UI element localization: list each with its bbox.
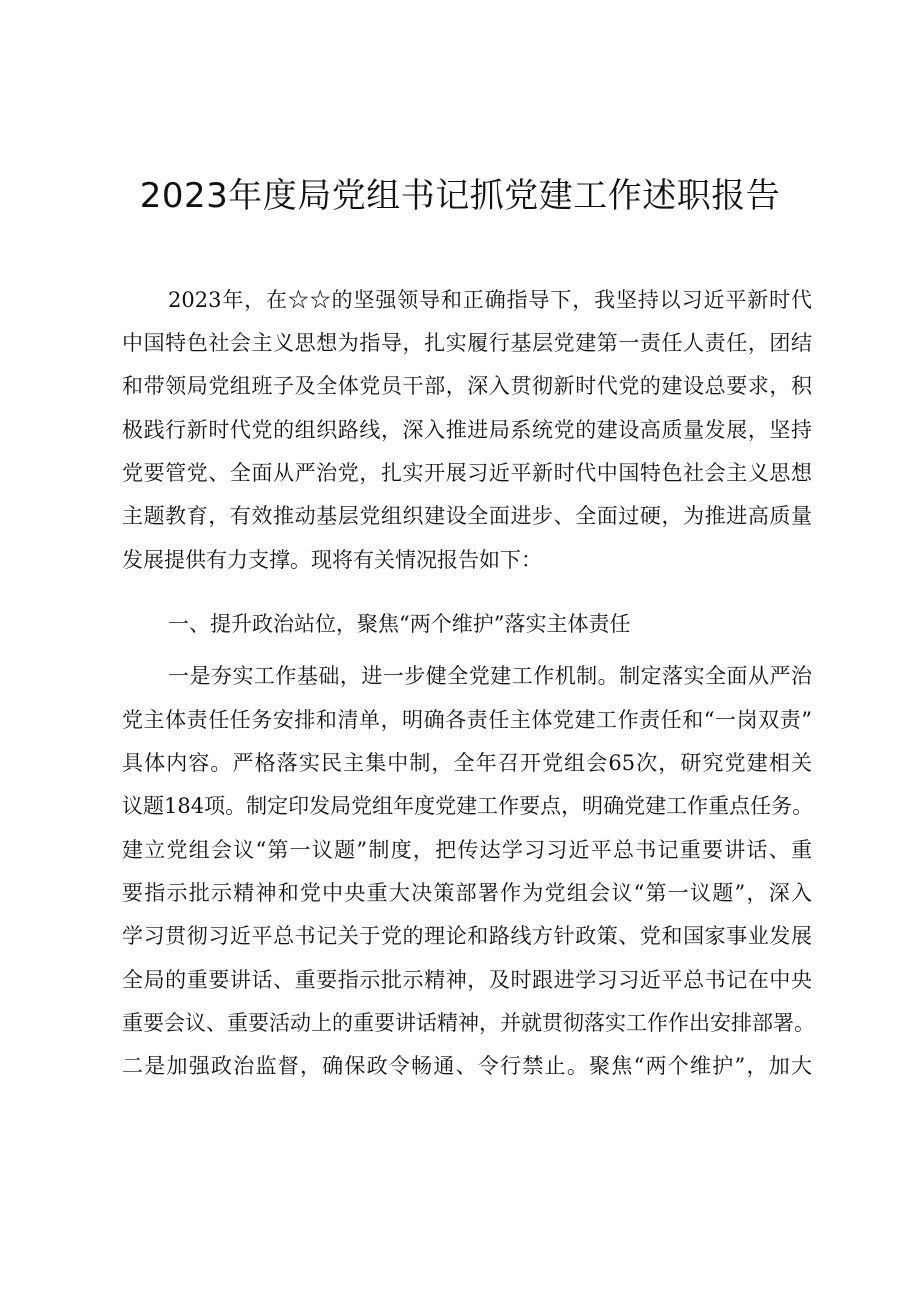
body-line: 和带领局党组班子及全体党员干部，深入贯彻新时代党的建设总要求，积 [122,374,812,398]
body-line: 极践行新时代党的组织路线，深入推进局系统党的建设高质量发展，坚持 [122,418,812,442]
body-line: 一是夯实工作基础，进一步健全党建工作机制。制定落实全面从严治 [168,664,812,688]
body-line: 学习贯彻习近平总书记关于党的理论和路线方针政策、党和国家事业发展 [122,924,812,948]
body-line: 要指示批示精神和党中央重大决策部署作为党组会议“第一议题”，深入 [122,881,812,905]
body-line: 重要会议、重要活动上的重要讲话精神，并就贯彻落实工作作出安排部署。 [122,1011,815,1035]
body-line: 党要管党、全面从严治党，扎实开展习近平新时代中国特色社会主义思想 [122,461,812,485]
body-line: 2023年，在☆☆的坚强领导和正确指导下，我坚持以习近平新时代 [168,288,812,312]
body-line: 中国特色社会主义思想为指导，扎实履行基层党建第一责任人责任，团结 [122,331,812,355]
section-heading: 一、提升政治站位，聚焦“两个维护”落实主体责任 [168,612,631,636]
body-line: 具体内容。严格落实民主集中制，全年召开党组会65次，研究党建相关 [122,751,812,775]
document-title: 2023年度局党组书记抓党建工作述职报告 [139,176,781,216]
body-line: 全局的重要讲话、重要指示批示精神，及时跟进学习习近平总书记在中央 [122,968,812,992]
body-line: 主题教育，有效推动基层党组织建设全面进步、全面过硬，为推进高质量 [122,504,812,528]
body-line: 建立党组会议“第一议题”制度，把传达学习习近平总书记重要讲话、重 [122,838,812,862]
body-line: 党主体责任任务安排和清单，明确各责任主体党建工作责任和“一岗双责” [122,708,812,732]
body-line: 发展提供有力支撑。现将有关情况报告如下： [122,548,542,572]
body-line: 二是加强政治监督，确保政令畅通、令行禁止。聚焦“两个维护”，加大 [122,1054,812,1078]
body-line: 议题184项。制定印发局党组年度党建工作要点，明确党建工作重点任务。 [122,794,814,818]
